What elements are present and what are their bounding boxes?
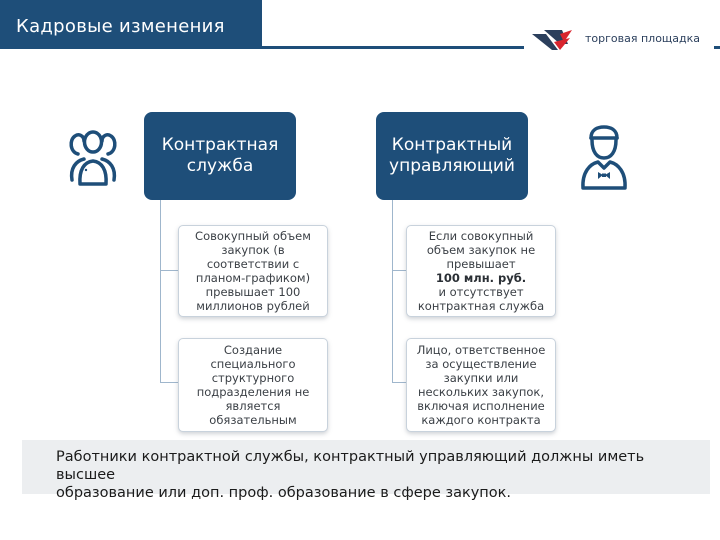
contract-manager-card-threshold [406,225,556,317]
contract-manager-heading-line1: Контрактный [391,135,513,155]
contract-service-card-structure [178,338,328,432]
contract-service-heading-line2: служба [186,156,254,176]
card-line: за осуществление [425,357,537,371]
card-line: специального [210,357,296,371]
card-line: нескольких закупок, [418,385,544,399]
connector-left-vertical [160,200,161,382]
contract-service-heading-line1: Контрактная [161,135,279,155]
card-line-amount: 100 млн. руб. [435,271,527,285]
education-requirement-note [22,440,710,501]
card-line: превышает [446,257,516,271]
card-line: объем закупок не [426,243,536,257]
connector-right-vertical [392,200,393,382]
card-line: включая исполнение [417,399,545,413]
card-line: превышает 100 [205,285,301,299]
card-line: является [225,399,281,413]
card-line: и отсутствует [438,285,524,299]
manager-person-icon [578,124,630,192]
logo-text: торговая площадка [585,32,701,45]
contract-manager-heading-line2: управляющий [389,156,515,176]
note-line1: Работники контрактной службы, контрактный управляющий должны иметь высшее [56,449,645,483]
contract-manager-heading [376,112,528,200]
connector-left-card2 [160,382,178,383]
page-title: Кадровые изменения [16,16,225,37]
contract-manager-card-responsible [406,338,556,432]
card-line: структурного [211,371,295,385]
card-line: планом-графиком) [195,271,311,285]
note-line2: образование или доп. проф. образование в сфере закупок. [56,485,512,501]
card-line: Лицо, ответственное [416,343,546,357]
card-line: Создание [223,343,283,357]
card-line: обязательным [209,413,297,427]
card-line: подразделения не [196,385,310,399]
card-line: миллионов рублей [196,299,310,313]
card-line: контрактная служба [417,299,545,313]
connector-right-card2 [392,382,406,383]
contract-service-heading [144,112,296,200]
card-line: соответствии с [206,257,300,271]
card-line: Совокупный объем [195,229,311,243]
group-of-people-icon [60,128,126,190]
card-line: каждого контракта [421,413,541,427]
connector-right-card1 [392,270,406,271]
connector-left-card1 [160,270,178,271]
card-line: закупки или [443,371,519,385]
card-line: закупок (в [221,243,285,257]
card-line: Если совокупный [428,229,534,243]
contract-service-card-volume [178,225,328,317]
